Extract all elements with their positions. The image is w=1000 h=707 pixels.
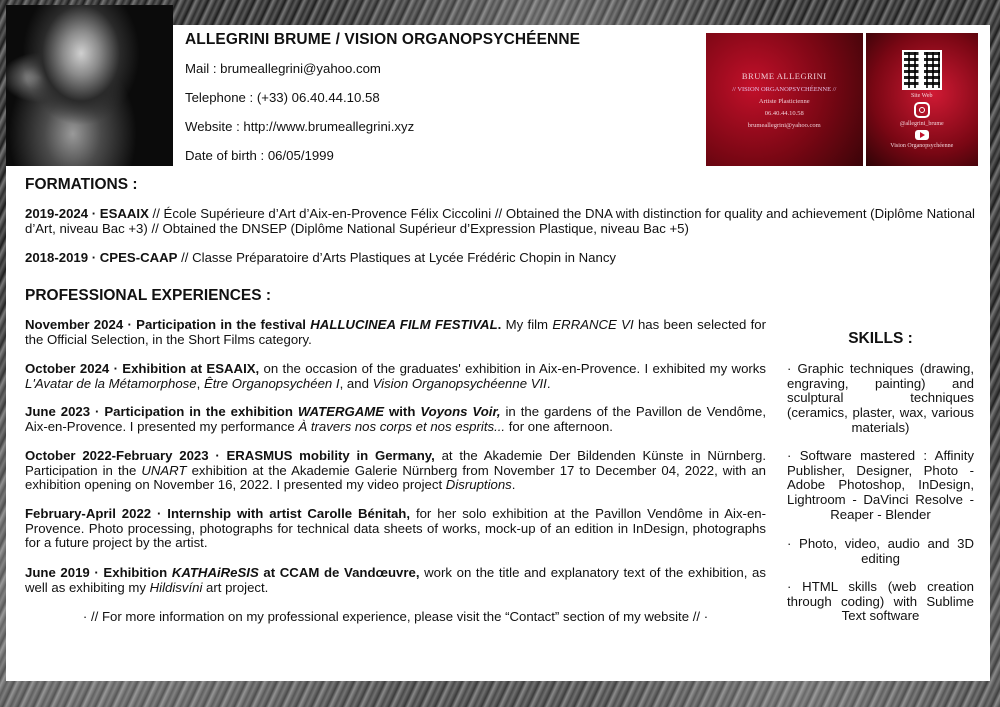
experience-item [25,566,766,595]
portrait-photo [6,5,173,166]
page-title: ALLEGRINI BRUME / VISION ORGANOPSYCHÉENNE [185,31,581,48]
experience-text-segment: My film [501,317,553,332]
card-name: BRUME ALLEGRINI [741,70,827,81]
business-card-back [866,33,979,166]
experience-text-segment: October 2022-February 2023 · ERASMUS mobility in Germany, [25,448,435,463]
experience-text-segment: ERRANCE VI [552,317,634,332]
skill-item: · Software mastered : Affinity Publisher, Designer, Photo - Adobe Photoshop, InDesign, Lightroom - DaVinci Resolve - Reaper - Blender [787,448,974,522]
experience-text-segment: Voyons Voir, [420,404,501,419]
formation-item [25,251,975,266]
experience-item [25,507,766,551]
experience-item [25,318,766,347]
contact-date-of-birth: Date of birth : 06/05/1999 [185,148,334,163]
experience-text-segment: June 2023 · Participation in the exhibition [25,404,298,419]
card-site-label: Site Web [910,93,933,99]
experience-text-segment: Être Organopsychéen I [203,375,340,391]
experience-text-segment: at the Akademie Der Bildenden Künste in Nürnberg. Participation in the [25,448,766,478]
experience-text-segment: at CCAM de Vandœuvre, [258,565,420,580]
youtube-icon [915,130,929,140]
card-subtitle: // VISION ORGANOPSYCHÉENNE // [732,85,837,93]
skill-item: · HTML skills (web creation through coding) with Sublime Text software [787,579,974,624]
experience-text-segment: Disruptions [445,477,512,493]
formation-text: // Classe Préparatoire d’Arts Plastiques at Lycée Frédéric Chopin in Nancy [177,250,617,265]
experience-item [25,405,766,434]
formations-heading: FORMATIONS : [25,176,138,193]
formation-item [25,207,975,236]
skills-heading: SKILLS : [848,330,913,347]
experience-text-segment: exhibition at the Akademie Galerie Nürnberg from November 17 to December 04, 2022, with an exhibition opening on November 16, 2022. I presented my video project [25,462,766,493]
experience-text-segment: À travers nos corps et nos esprits... [298,418,506,434]
experience-text-segment: Vision Organopsychéenne VII [372,375,547,391]
experience-text-segment: , and [339,375,373,391]
experience-item [25,362,766,391]
contact-telephone: Telephone : (+33) 06.40.44.10.58 [185,90,380,105]
experience-text-segment: . [546,375,551,391]
contact-website[interactable]: Website : http://www.brumeallegrini.xyz [185,119,415,134]
experience-text-segment: in the gardens of the Pavillon de Vendôme, Aix-en-Provence. I presented my performance [25,404,766,434]
experiences-heading: PROFESSIONAL EXPERIENCES : [25,287,272,304]
card-email: brumeallegrini@yahoo.com [747,121,821,129]
experience-text-segment: November 2024 · Participation in the festival [25,317,311,332]
experience-text-segment: . [511,477,516,493]
experience-text-segment: on the occasion of the graduates' exhibition in Aix-en-Provence. I exhibited my works [259,361,766,376]
formation-date: 2018-2019 · CPES-CAAP [25,250,178,265]
experience-text-segment: for one afternoon. [505,418,613,434]
card-instagram: @allegrini_brume [899,121,944,127]
experience-text-segment: June 2019 · Exhibition [25,565,172,580]
qr-code-icon [902,50,942,90]
business-card-front [706,33,863,166]
instagram-icon [914,102,930,118]
experience-text-segment: , [196,375,204,391]
experience-text-segment: has been selected for the Official Selection, in the Short Films category. [25,317,767,347]
experience-text-segment: L'Avatar de la Métamorphose [25,375,197,391]
experience-text-segment: with [384,404,421,419]
experience-text-segment: February-April 2022 · Internship with artist Carolle Bénitah, [25,506,411,521]
experience-text-segment: . [497,317,502,332]
experience-text-segment: art project. [202,579,269,595]
skill-item: · Photo, video, audio and 3D editing [787,536,974,566]
experience-text-segment: Hildisvíni [149,579,203,595]
experience-text-segment: UNART [141,462,187,478]
contact-mail: Mail : brumeallegrini@yahoo.com [185,61,381,76]
experience-text-segment: work on the title and explanatory text of the exhibition, as well as exhibiting my [25,565,766,595]
experience-text-segment: KATHAiReSIS [171,565,259,580]
card-phone: 06.40.44.10.58 [764,109,804,117]
formation-date: 2019-2024 · ESAAIX [25,206,149,221]
experience-text-segment: HALLUCINEA FILM FESTIVAL [310,317,498,332]
experience-item [25,449,766,493]
experiences-footnote: · // For more information on my professional experience, please visit the “Contact” section of my website // · [82,609,709,624]
card-role: Artiste Plasticienne [758,97,810,105]
experience-text-segment: WATERGAME [297,404,385,419]
skill-item: · Graphic techniques (drawing, engraving, painting) and sculptural techniques (ceramics, plaster, wax, various materials) [787,361,974,435]
formation-text: // École Supérieure d’Art d’Aix-en-Provence Félix Ciccolini // Obtained the DNA with distinction for quality and achievement (Diplôme National d’Art, niveau Bac +3) // Obtained the DNSEP (Diplôme National Supérieur d’Expression Plastique, niveau Bac +5) [25,206,975,236]
card-youtube: Vision Organopsychéenne [890,143,954,149]
experience-text-segment: October 2024 · Exhibition at ESAAIX, [25,361,260,376]
business-card [706,33,978,166]
experience-text-segment: for her solo exhibition at the Pavillon Vendôme in Aix-en-Provence. Photo processing, photographs for technical data sheets of works, mock-up of an edition in InDesign, photographs for a future project by the artist. [25,506,767,551]
